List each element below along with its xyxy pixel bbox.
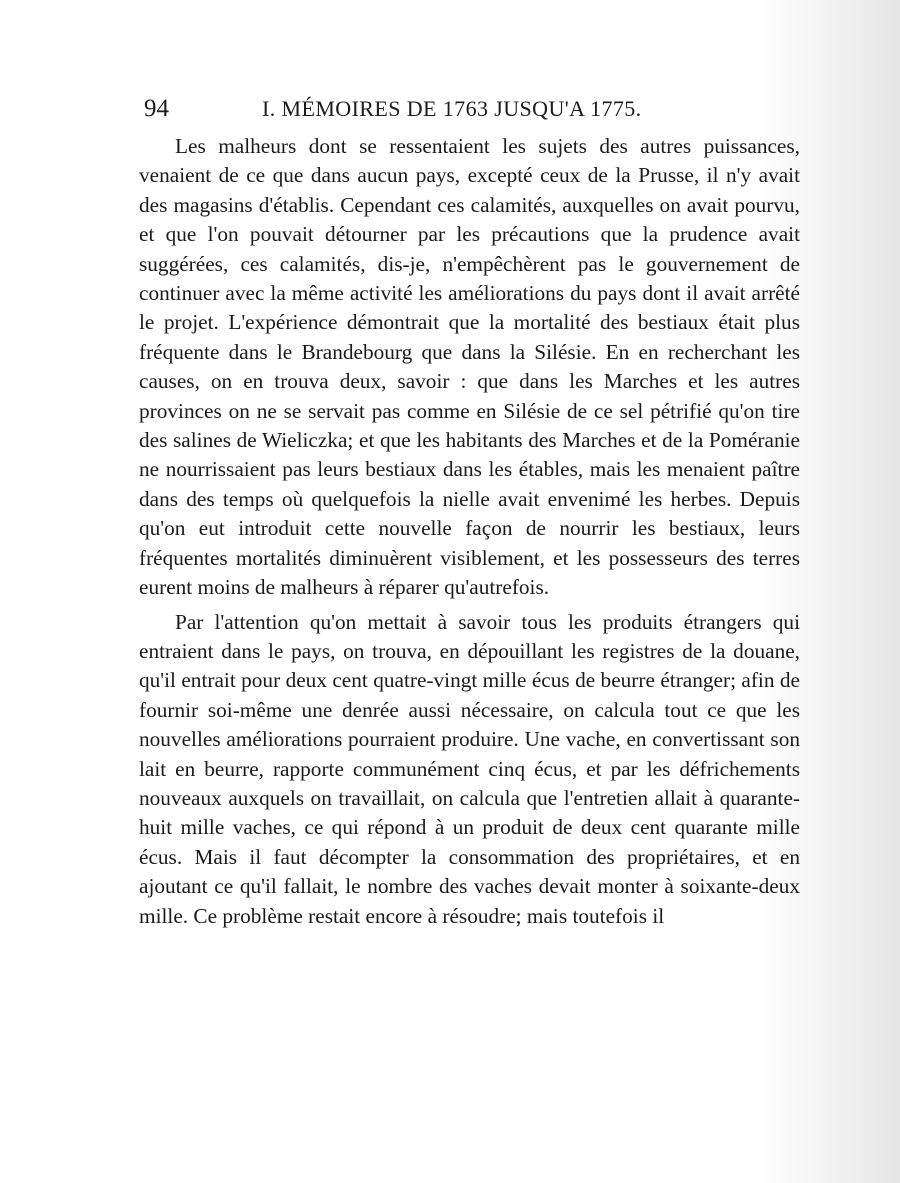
running-head: I. MÉMOIRES DE 1763 JUSQU'A 1775. [262, 96, 642, 121]
paragraph: Par l'attention qu'on mettait à savoir tous les produits étrangers qui entraient dans le pays, on trouva, en dépouillant les registres de la douane, qu'il entrait pour deux cent quatre-vingt mille écus de beurre étranger; afin de fournir soi-même une denrée aussi nécessaire, on calcula tout ce que les nouvelles améliorations pourraient produire. Une vache, en convertissant son lait en beurre, rapporte communément cinq écus, et par les défrichements nouveaux auxquels on travaillait, on calcula que l'entretien allait à quarante-huit mille vaches, ce qui répond à un produit de deux cent quarante mille écus. Mais il faut décompter la consommation des propriétaires, et en ajoutant ce qu'il fallait, le nombre des vaches devait monter à soixante-deux mille. Ce problème restait encore à résoudre; mais toutefois il [139, 609, 800, 928]
page-number: 94 [144, 95, 169, 122]
page-header [138, 92, 798, 126]
body-text [139, 132, 800, 931]
paragraph: Les malheurs dont se ressentaient les sujets des autres puissances, venaient de ce que dans aucun pays, excepté ceux de la Prusse, il n'y avait des magasins d'établis. Cependant ces calamités, auxquelles on avait pourvu, et que l'on pouvait détourner par les précautions que la prudence avait suggérées, ces calamités, dis-je, n'empêchèrent pas le gouvernement de continuer avec la même activité les améliorations du pays dont il avait arrêté le projet. L'expérience démontrait que la mortalité des bestiaux était plus fréquente dans le Brandebourg que dans la Silésie. En en recherchant les causes, on en trouva deux, savoir : que dans les Marches et les autres provinces on ne se servait pas comme en Silésie de ce sel pétrifié qu'on tire des salines de Wieliczka; et que les habitants des Marches et de la Poméranie ne nourrissaient pas leurs bestiaux dans les étables, mais les menaient paître dans des temps où quelquefois la nielle avait envenimé les herbes. Depuis qu'on eut introduit cette nouvelle façon de nourrir les bestiaux, leurs fréquentes mortalités diminuèrent visiblement, et les possesseurs des terres eurent moins de malheurs à réparer qu'autrefois. [139, 134, 800, 600]
